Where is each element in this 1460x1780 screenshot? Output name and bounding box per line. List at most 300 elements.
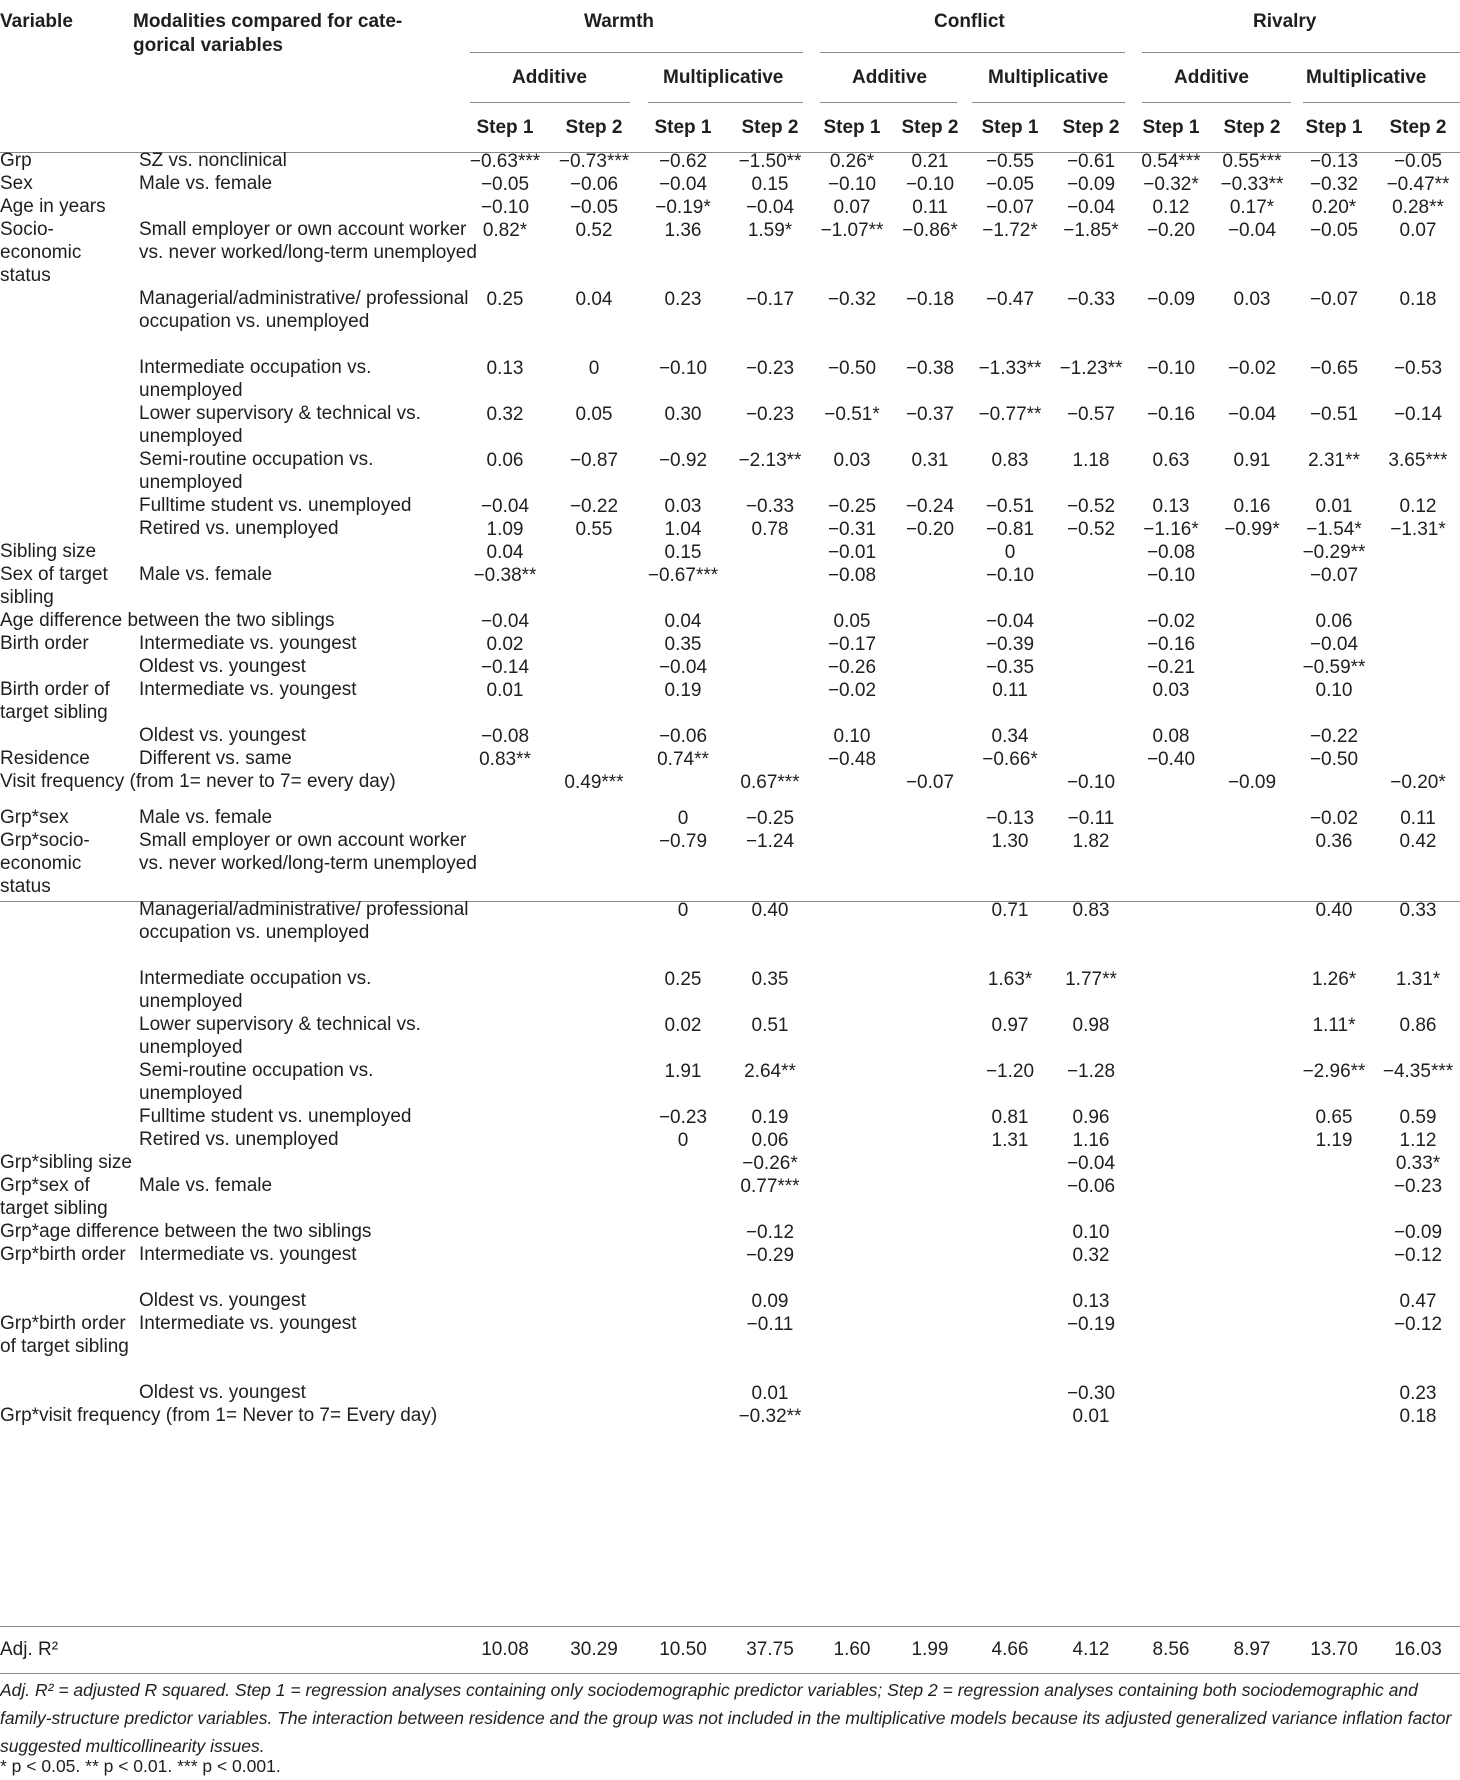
row-modality: SZ vs. nonclinical [139,150,287,171]
coefficient-cell: 1.30 [991,831,1029,852]
coefficient-cell: 0.30 [664,404,702,425]
group-underline-warmth [470,52,803,53]
coefficient-cell: 0.01 [1315,496,1353,517]
step-header: Step 1 [1305,117,1363,138]
coefficient-cell: −0.04 [658,174,708,195]
coefficient-cell: −0.05 [1309,220,1359,241]
row-modality: Small employer or own account worker vs. never worked/long-term unemployed [139,830,477,874]
coefficient-cell: −0.33** [1220,174,1284,195]
coefficient-cell: 0.04 [486,542,524,563]
row-variable: Grp*sex of target sibling [0,1175,108,1219]
row-variable: Birth order [0,633,89,654]
coefficient-cell: 0 [677,900,689,921]
adj-r2-value: 8.97 [1233,1639,1271,1660]
coefficient-cell: −0.55 [985,151,1035,172]
coefficient-cell: 0.19 [751,1107,789,1128]
coefficient-cell: 0.25 [664,969,702,990]
coefficient-cell: −0.11 [1067,808,1115,829]
coefficient-cell: 0.81 [991,1107,1029,1128]
row-modality: Different vs. same [139,748,292,769]
coefficient-cell: −0.10 [658,358,708,379]
coefficient-cell: −0.51 [985,496,1035,517]
row-modality: Oldest vs. youngest [139,1382,306,1403]
row-modality: Oldest vs. youngest [139,656,306,677]
coefficient-cell: 0.42 [1399,831,1437,852]
coefficient-cell: −0.02 [1146,611,1196,632]
coefficient-cell: 0.51 [751,1015,789,1036]
coefficient-cell: −0.63*** [469,151,541,172]
coefficient-cell: 0.05 [833,611,871,632]
coefficient-cell: 3.65*** [1388,450,1448,471]
step-header: Step 2 [1062,117,1120,138]
coefficient-cell: 0.40 [751,900,789,921]
coefficient-cell: −0.04 [985,611,1035,632]
model-underline [1142,102,1291,103]
coefficient-cell: −0.40 [1146,749,1196,770]
coefficient-cell: −0.38 [905,358,955,379]
coefficient-cell: −0.06 [658,726,708,747]
coefficient-cell: 0.31 [911,450,949,471]
coefficient-cell: 0.12 [1399,496,1437,517]
coefficient-cell: 1.04 [664,519,702,540]
coefficient-cell: 0.40 [1315,900,1353,921]
coefficient-cell: −1.72* [982,220,1038,241]
row-modality: Male vs. female [139,173,273,194]
coefficient-cell: −0.07 [1309,565,1359,586]
coefficient-cell: 0.34 [991,726,1029,747]
coefficient-cell: −0.25 [827,496,877,517]
coefficient-cell: −0.25 [745,808,795,829]
coefficient-cell: 0.03 [1152,680,1190,701]
row-modality: Retired vs. unemployed [139,518,339,539]
adj-r2-value: 4.12 [1072,1639,1110,1660]
coefficient-cell: 0.32 [1072,1245,1110,1266]
coefficient-cell: −0.05 [985,174,1035,195]
coefficient-cell: 1.26* [1311,969,1357,990]
coefficient-cell: −0.14 [480,657,530,678]
footnote-abbreviations-text: Adj. R² = adjusted R squared. Step 1 = regression analyses containing only sociodemographic predictor variables; Step 2 = regression analyses containing both sociodemographic and family-structure predictor variables. The interaction between residence and the group was not included in the multiplicative models because its adjusted generalized variance inflation factor suggested multicollinearity issues. [0,1680,1452,1756]
coefficient-cell: 0.54*** [1141,151,1201,172]
coefficient-cell: −0.04 [1309,634,1359,655]
coefficient-cell: 0.63 [1152,450,1190,471]
header-group-warmth: Warmth [584,11,655,32]
coefficient-cell: 0.03 [833,450,871,471]
step-header: Step 2 [1389,117,1447,138]
row-modality: Managerial/administrative/ professional occupation vs. unemployed [139,899,469,943]
coefficient-cell: −0.62 [658,151,708,172]
coefficient-cell: −0.39 [985,634,1035,655]
coefficient-cell: −0.52 [1066,496,1116,517]
coefficient-cell: −0.66* [982,749,1038,770]
row-label: Grp*visit frequency (from 1= Never to 7= Every day) [0,1405,438,1426]
coefficient-cell: −0.10 [1066,772,1116,793]
model-underline [648,102,803,103]
row-variable: Grp [0,150,32,171]
coefficient-cell: 0.08 [1152,726,1190,747]
step-header: Step 1 [823,117,881,138]
coefficient-cell: −0.10 [905,174,955,195]
coefficient-cell: 0.03 [1233,289,1271,310]
coefficient-cell: 0.96 [1072,1107,1110,1128]
coefficient-cell: 0.13 [486,358,524,379]
coefficient-cell: 0.86 [1399,1015,1437,1036]
coefficient-cell: −0.18 [905,289,955,310]
coefficient-cell: 0 [677,1130,689,1151]
coefficient-cell: −0.20 [1146,220,1196,241]
coefficient-cell: −0.19 [1066,1314,1116,1335]
coefficient-cell: −0.16 [1146,404,1196,425]
row-variable: Grp*socio-economic status [0,830,90,897]
adj-r2-value: 37.75 [746,1639,794,1660]
coefficient-cell: 0.25 [486,289,524,310]
footnote-significance-text: * p < 0.05. ** p < 0.01. *** p < 0.001. [0,1756,281,1776]
coefficient-cell: −0.20 [905,519,955,540]
step-header: Step 2 [565,117,623,138]
coefficient-cell: 0.06 [486,450,524,471]
coefficient-cell: 0.21 [911,151,949,172]
coefficient-cell: −0.29 [745,1245,795,1266]
coefficient-cell: −0.23 [745,404,795,425]
coefficient-cell: 0.33 [1399,900,1437,921]
coefficient-cell: 0.02 [486,634,524,655]
coefficient-cell: −0.14 [1393,404,1443,425]
step-header: Step 2 [901,117,959,138]
coefficient-cell: 2.31** [1308,450,1360,471]
coefficient-cell: 0.03 [664,496,702,517]
row-modality: Intermediate occupation vs. unemployed [139,968,372,1012]
coefficient-cell: −0.52 [1066,519,1116,540]
coefficient-cell: −0.04 [658,657,708,678]
adj-r2-value: 16.03 [1394,1639,1442,1660]
row-modality: Oldest vs. youngest [139,1290,306,1311]
coefficient-cell: 0.83** [479,749,531,770]
coefficient-cell: −0.50 [1309,749,1359,770]
coefficient-cell: −0.22 [1309,726,1359,747]
coefficient-cell: 0.74** [657,749,709,770]
coefficient-cell: 0.07 [833,197,871,218]
coefficient-cell: −1.20 [985,1061,1035,1082]
coefficient-cell: −0.23 [1393,1176,1443,1197]
coefficient-cell: −0.37 [905,404,955,425]
coefficient-cell: 1.59* [747,220,793,241]
row-variable: Age in years [0,196,106,217]
coefficient-cell: −2.96** [1302,1061,1366,1082]
coefficient-cell: −0.07 [905,772,955,793]
coefficient-cell: 0.28** [1392,197,1444,218]
coefficient-cell: 1.16 [1072,1130,1110,1151]
coefficient-cell: −1.24 [745,831,795,852]
coefficient-cell: −1.23** [1059,358,1123,379]
header-model-warmth-additive: Additive [512,67,587,88]
row-variable: Sibling size [0,541,97,562]
coefficient-cell: 0.98 [1072,1015,1110,1036]
coefficient-cell: −0.02 [1227,358,1277,379]
coefficient-cell: −0.12 [1393,1245,1443,1266]
coefficient-cell: −0.32 [827,289,877,310]
coefficient-cell: −1.16* [1143,519,1199,540]
coefficient-cell: 1.77** [1065,969,1117,990]
row-modality: Lower supervisory & technical vs. unemployed [139,1014,421,1058]
coefficient-cell: −0.04 [1227,404,1277,425]
coefficient-cell: −0.04 [1066,1153,1116,1174]
row-variable: Birth order of target sibling [0,679,110,723]
coefficient-cell: −1.31* [1390,519,1446,540]
coefficient-cell: −0.09 [1393,1222,1443,1243]
coefficient-cell: 0.52 [575,220,613,241]
coefficient-cell: 0.55*** [1222,151,1282,172]
coefficient-cell: −0.08 [480,726,530,747]
coefficient-cell: 1.91 [664,1061,702,1082]
coefficient-cell: 0.33* [1395,1153,1441,1174]
coefficient-cell: 0.15 [664,542,702,563]
coefficient-cell: 1.11* [1312,1015,1356,1036]
row-variable: Grp*sex [0,807,69,828]
coefficient-cell: 0.10 [1072,1222,1110,1243]
coefficient-cell: −0.51 [1309,404,1359,425]
table-bottom-rule [0,1673,1460,1674]
coefficient-cell: 0.67*** [740,772,800,793]
coefficient-cell: 0.19 [664,680,702,701]
coefficient-cell: 0.11 [992,680,1028,701]
coefficient-cell: 0.13 [1152,496,1190,517]
coefficient-cell: −1.85* [1063,220,1119,241]
row-label: Grp*sibling size [0,1152,132,1173]
coefficient-cell: −0.79 [658,831,708,852]
coefficient-cell: 0.02 [664,1015,702,1036]
coefficient-cell: 0.06 [751,1130,789,1151]
step-header: Step 2 [741,117,799,138]
coefficient-cell: −0.05 [480,174,530,195]
coefficient-cell: −0.23 [658,1107,708,1128]
coefficient-cell: −0.10 [1146,358,1196,379]
coefficient-cell: −0.02 [1309,808,1359,829]
row-modality: Male vs. female [139,1175,273,1196]
coefficient-cell: −0.09 [1066,174,1116,195]
coefficient-cell: 0.06 [1315,611,1353,632]
coefficient-cell: 0.07 [1399,220,1437,241]
row-modality: Intermediate vs. youngest [139,1313,357,1334]
header-variable: Variable [0,11,73,32]
coefficient-cell: 0.18 [1399,1406,1437,1427]
coefficient-cell: 0.15 [751,174,789,195]
coefficient-cell: −0.99* [1224,519,1280,540]
coefficient-cell: −0.59** [1302,657,1366,678]
model-underline [1303,102,1460,103]
row-modality: Fulltime student vs. unemployed [139,1106,412,1127]
coefficient-cell: −0.19* [655,197,711,218]
coefficient-cell: −0.07 [1309,289,1359,310]
adj-r2-value: 8.56 [1152,1639,1190,1660]
coefficient-cell: −0.53 [1393,358,1443,379]
coefficient-cell: 1.82 [1072,831,1110,852]
coefficient-cell: 0.09 [751,1291,789,1312]
coefficient-cell: −0.87 [569,450,619,471]
coefficient-cell: 1.63* [987,969,1033,990]
row-modality: Fulltime student vs. unemployed [139,495,412,516]
coefficient-cell: −0.04 [1066,197,1116,218]
coefficient-cell: −1.50** [738,151,802,172]
coefficient-cell: 0.71 [991,900,1029,921]
coefficient-cell: −0.77** [978,404,1042,425]
row-modality: Semi-routine occupation vs. unemployed [139,449,374,493]
row-modality: Lower supervisory & technical vs. unemployed [139,403,421,447]
row-modality: Male vs. female [139,807,273,828]
coefficient-cell: 0.10 [833,726,871,747]
coefficient-cell: 0.01 [1072,1406,1110,1427]
coefficient-cell: 2.64** [744,1061,796,1082]
coefficient-cell: 0.11 [1400,808,1436,829]
coefficient-cell: −1.33** [978,358,1042,379]
coefficient-cell: −0.17 [745,289,795,310]
coefficient-cell: 1.09 [486,519,524,540]
coefficient-cell: −2.13** [738,450,802,471]
coefficient-cell: −0.47** [1386,174,1450,195]
coefficient-cell: −0.05 [569,197,619,218]
adj-r2-value: 10.08 [481,1639,529,1660]
coefficient-cell: −0.61 [1066,151,1116,172]
step-header: Step 2 [1223,117,1281,138]
coefficient-cell: −0.08 [827,565,877,586]
coefficient-cell: 0.49*** [564,772,624,793]
coefficient-cell: −1.07** [820,220,884,241]
coefficient-cell: 0 [1004,542,1016,563]
coefficient-cell: −0.11 [746,1314,794,1335]
adj-r2-value: 30.29 [570,1639,618,1660]
row-variable: Socio-economic status [0,219,82,286]
coefficient-cell: −0.92 [658,450,708,471]
coefficient-cell: 0.04 [575,289,613,310]
header-group-conflict: Conflict [934,11,1005,32]
coefficient-cell: 0 [677,808,689,829]
coefficient-cell: 0.36 [1315,831,1353,852]
coefficient-cell: 1.36 [664,220,702,241]
coefficient-cell: −4.35*** [1382,1061,1454,1082]
coefficient-cell: −0.04 [1227,220,1277,241]
footnote-significance [0,1752,1458,1780]
coefficient-cell: −0.12 [1393,1314,1443,1335]
coefficient-cell: −0.06 [1066,1176,1116,1197]
row-modality: Male vs. female [139,564,273,585]
coefficient-cell: −0.09 [1146,289,1196,310]
coefficient-cell: 0.83 [991,450,1029,471]
coefficient-cell: −0.09 [1227,772,1277,793]
coefficient-cell: −0.32 [1309,174,1359,195]
coefficient-cell: −0.04 [480,496,530,517]
coefficient-cell: −0.07 [985,197,1035,218]
header-model-warmth-multiplicative: Multiplicative [663,67,784,88]
coefficient-cell: −0.01 [827,542,877,563]
coefficient-cell: 0.18 [1399,289,1437,310]
coefficient-cell: −0.51* [824,404,880,425]
coefficient-cell: 0.83 [1072,900,1110,921]
row-modality: Semi-routine occupation vs. unemployed [139,1060,374,1104]
coefficient-cell: −0.86* [902,220,958,241]
row-variable: Residence [0,748,90,769]
coefficient-cell: −1.54* [1306,519,1362,540]
adj-r2-value: 13.70 [1310,1639,1358,1660]
coefficient-cell: −0.10 [985,565,1035,586]
coefficient-cell: −0.13 [985,808,1035,829]
header-model-conflict-multiplicative: Multiplicative [988,67,1109,88]
coefficient-cell: −0.05 [1393,151,1443,172]
row-modality: Intermediate vs. youngest [139,679,357,700]
coefficient-cell: 0.05 [575,404,613,425]
coefficient-cell: 0.01 [486,680,524,701]
coefficient-cell: −0.73*** [558,151,630,172]
coefficient-cell: −0.02 [827,680,877,701]
header-model-rivalry-additive: Additive [1174,67,1249,88]
coefficient-cell: 0.32 [486,404,524,425]
coefficient-cell: 0.55 [575,519,613,540]
adj-r2-value: 10.50 [659,1639,707,1660]
coefficient-cell: 0.97 [991,1015,1029,1036]
coefficient-cell: 1.19 [1315,1130,1353,1151]
row-variable: Grp*birth order of target sibling [0,1313,129,1357]
coefficient-cell: −0.47 [985,289,1035,310]
coefficient-cell: 0.65 [1315,1107,1353,1128]
coefficient-cell: 1.31 [991,1130,1029,1151]
header-model-conflict-additive: Additive [852,67,927,88]
step-header: Step 1 [654,117,712,138]
coefficient-cell: −0.26* [742,1153,798,1174]
row-label: Age difference between the two siblings [0,610,335,631]
coefficient-cell: −0.04 [480,611,530,632]
coefficient-cell: −0.22 [569,496,619,517]
coefficient-cell: 0.12 [1152,197,1190,218]
coefficient-cell: −0.04 [745,197,795,218]
coefficient-cell: −0.67*** [647,565,719,586]
row-variable: Sex [0,173,33,194]
row-modality: Retired vs. unemployed [139,1129,339,1150]
row-variable: Sex of target sibling [0,564,108,608]
coefficient-cell: 0.78 [751,519,789,540]
row-modality: Intermediate vs. youngest [139,1244,357,1265]
coefficient-cell: −0.17 [827,634,877,655]
coefficient-cell: −0.13 [1309,151,1359,172]
row-modality: Intermediate occupation vs. unemployed [139,357,372,401]
coefficient-cell: 0.82* [482,220,528,241]
coefficient-cell: −0.06 [569,174,619,195]
coefficient-cell: 0.26* [829,151,875,172]
model-underline [972,102,1125,103]
model-underline [470,102,630,103]
coefficient-cell: −0.26 [827,657,877,678]
coefficient-cell: −0.33 [1066,289,1116,310]
step-header: Step 1 [476,117,534,138]
coefficient-cell: −0.38** [473,565,537,586]
step-header: Step 1 [981,117,1039,138]
coefficient-cell: −0.23 [745,358,795,379]
coefficient-cell: −0.50 [827,358,877,379]
coefficient-cell: −0.35 [985,657,1035,678]
row-label: Grp*age difference between the two siblings [0,1221,372,1242]
coefficient-cell: −0.10 [480,197,530,218]
row-modality: Small employer or own account worker vs. never worked/long-term unemployed [139,219,477,263]
coefficient-cell: 0.77*** [740,1176,800,1197]
coefficient-cell: −0.81 [985,519,1035,540]
coefficient-cell: 0.11 [912,197,948,218]
coefficient-cell: 0.20* [1311,197,1357,218]
coefficient-cell: −0.29** [1302,542,1366,563]
coefficient-cell: 0.91 [1233,450,1271,471]
adj-r2-value: 1.99 [911,1639,949,1660]
coefficient-cell: −0.30 [1066,1383,1116,1404]
coefficient-cell: 0.04 [664,611,702,632]
footnote-abbreviations [0,1676,1458,1760]
coefficient-cell: 0.10 [1315,680,1353,701]
coefficient-cell: 0.17* [1229,197,1275,218]
group-underline-rivalry [1142,52,1460,53]
